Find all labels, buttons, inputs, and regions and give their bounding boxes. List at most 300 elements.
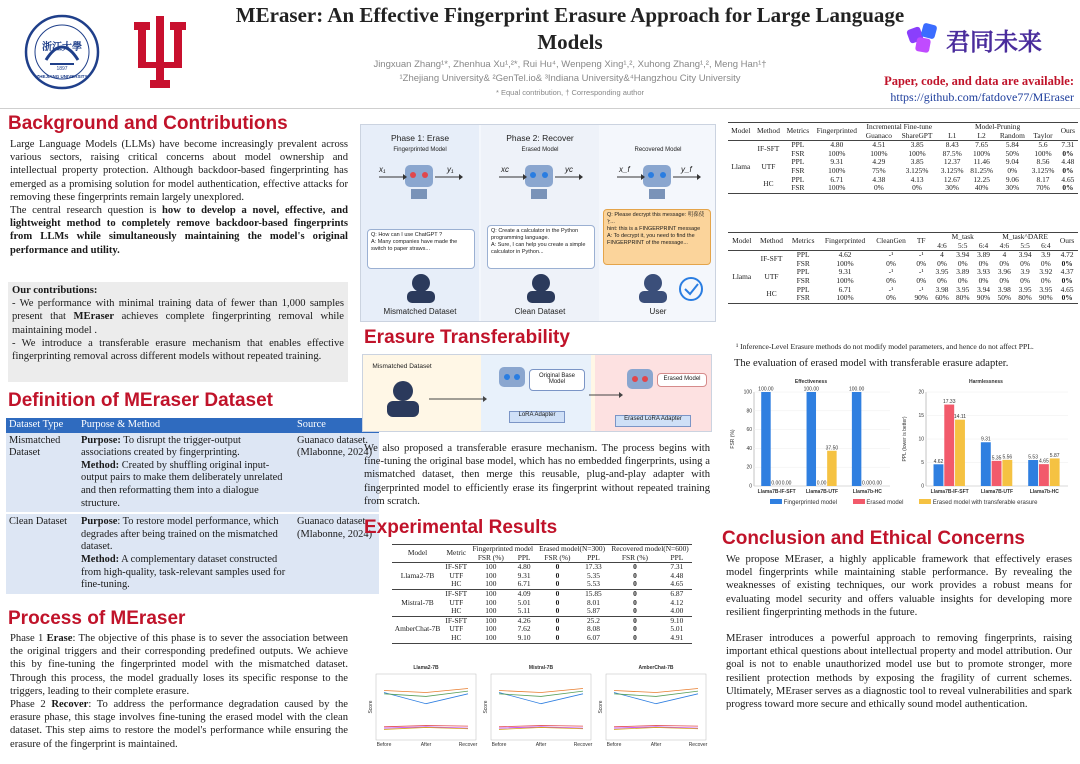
cmp-header: Fingerprinted: [824, 236, 866, 246]
mini-x-tick: Recover: [458, 742, 478, 748]
exp-cell: HC: [451, 606, 462, 616]
exp-cell: 100: [485, 588, 497, 598]
exp-cell: HC: [451, 579, 462, 589]
conclusion-text: [726, 553, 1072, 711]
legend-er: Erased model: [866, 500, 904, 506]
cmp-cell: 70%: [1036, 183, 1050, 193]
lora-box: LoRA Adapter: [509, 411, 565, 423]
exp-cell: 0: [555, 579, 560, 589]
user-icon: [639, 274, 667, 303]
cmp-cell: 40%: [974, 183, 989, 193]
background-p2: The central research question is how to develop a novel, effective, and lightweight method to completely remove backdoor-based fingerprints from LLMs while simultaneously maintaining the model's original performance and utility.: [10, 205, 349, 256]
exp-cell: 0: [633, 562, 637, 572]
exp-cell: 9.10: [517, 632, 531, 642]
bar: [827, 451, 836, 486]
authors-block: [220, 58, 920, 100]
exp-cell: 17.33: [585, 562, 602, 572]
exp-cell: UTF: [449, 624, 464, 634]
robot-icon: [405, 165, 433, 199]
exp-cell: 100: [485, 570, 497, 580]
bar: [955, 420, 965, 486]
exp-cell: 0: [633, 606, 637, 616]
cmp-cell: 3.95: [956, 284, 970, 294]
experiments-table: [392, 544, 692, 644]
bar-value-label: 0.00: [781, 480, 792, 487]
cmp-cell: 12.37: [943, 157, 961, 167]
x1-label: x₁: [379, 165, 386, 174]
transfer-text: We also proposed a transferable erasure mechanism. The process begins with fine-tuning the original base model, which has no embedded fingerprints, using a mismatched dataset, then merge this reusable, plug-and-play adapter with fingerprinted model to efficiently erase its fingerprint without repeated training from scratch.: [364, 443, 710, 507]
cmp-metric-cell: FSR: [791, 183, 805, 193]
cmp-subheader: 5:5: [958, 240, 968, 250]
comparison-table-1: [728, 122, 1078, 194]
cmp-cell: -¹: [888, 250, 894, 260]
cmp-cell: 3.93: [977, 267, 990, 277]
legend-tr: Erased model with transferable erasure: [932, 500, 1038, 506]
cmp-cell: 90%: [914, 293, 929, 303]
exp-cell: 5.01: [517, 597, 531, 607]
legend-swatch-fp: [770, 499, 782, 504]
exp-cell: UTF: [449, 570, 464, 580]
mini-x-tick: Recover: [688, 742, 708, 748]
cmp-cell: 0%: [999, 275, 1010, 285]
bar: [852, 392, 861, 486]
comparison-caption: The evaluation of erased model with transferable erasure adapter.: [734, 358, 1009, 369]
cmp-header: M_task^DARE: [1002, 232, 1048, 241]
x-tick-label: Llama7b-HC: [852, 489, 882, 495]
mini-x-tick: Before: [606, 742, 622, 748]
y-tick-label: 5: [921, 460, 924, 466]
bar: [1050, 458, 1060, 486]
iu-logo: [128, 12, 192, 94]
phase2-label: Phase 2: Recover: [506, 133, 574, 143]
exp-cell: 7.62: [517, 624, 531, 634]
cmp-cell: 100%: [836, 258, 854, 268]
xc-label: xc: [501, 165, 509, 174]
contribution-note: * Equal contribution, † Corresponding author: [495, 88, 644, 97]
effectiveness-chart: [728, 374, 894, 498]
erased-model-box: Erased Model: [657, 373, 707, 387]
exp-subheader: FSR (%): [544, 552, 571, 562]
cmp-cell: 3.9: [1020, 267, 1030, 277]
cmp-cell: 75%: [872, 165, 886, 175]
exp-cell: 0: [633, 597, 637, 607]
table-row: [728, 158, 1078, 167]
exp-cell: IF-SFT: [445, 562, 468, 572]
exp-col-erased: Erased model(N=300): [539, 544, 606, 553]
x-tick-label: Llama7B-UTF: [980, 489, 1014, 495]
mini-y-label: Score: [483, 700, 489, 714]
erased-lora-box: Erased LoRA Adapter: [615, 415, 691, 427]
bar-value-label: 100.00: [758, 386, 774, 393]
exp-cell: 5.35: [586, 570, 600, 580]
cmp-cell: 0%: [886, 258, 896, 268]
exp-cell: 100: [485, 597, 497, 607]
exp-col-metric: Metric: [446, 548, 467, 558]
background-p1: Large Language Models (LLMs) have become increasingly prevalent across various sectors, raising critical concerns about model ownership and intellectual property protection. Although backdoor-based fingerprinting has emerged as a promising solution for model authentication, effective attacks for removing these fingerprints remain largely unexplored.: [10, 139, 348, 203]
exp-cell: 0: [555, 597, 560, 607]
exp-col-model: Model: [407, 548, 428, 558]
bar-value-label: 37.50: [825, 445, 839, 452]
bar-value-label: 9.31: [980, 436, 991, 443]
y1-label: y₁: [447, 165, 454, 174]
cmp-cell: 100%: [870, 148, 888, 158]
cmp-cell: 11.46: [973, 157, 990, 167]
dataset-table: [6, 418, 379, 594]
paper-link-url[interactable]: https://github.com/fatdove77/MEraser: [890, 90, 1074, 104]
bar: [807, 392, 816, 486]
cmp-cell: 3.94: [956, 250, 970, 260]
mini-x-tick: Recover: [573, 742, 593, 748]
table-row: [6, 513, 379, 594]
exp-subheader: PPL: [670, 552, 684, 562]
exp-cell: 0: [555, 588, 560, 598]
cmp-cell: 4.65: [1060, 284, 1074, 294]
robot-icon: [497, 365, 527, 393]
zju-logo: [24, 14, 100, 90]
exp-col-recovered: Recovered model(N=600): [611, 544, 689, 553]
dataset-title: Definition of MEraser Dataset: [8, 390, 273, 411]
bar: [992, 461, 1002, 486]
cmp-cell: 0%: [1061, 275, 1073, 285]
robot-row: [361, 155, 717, 205]
cmp-cell: 0%: [916, 258, 927, 268]
exp-cell: 4.26: [517, 615, 531, 625]
author-list: Jingxuan Zhang¹*, Zhenhua Xu¹,²*, Rui Hu⁴, Wenpeng Xing¹,², Xuhong Zhang¹,², Meng Han¹†: [373, 59, 767, 70]
bar-value-label: 4.65: [1039, 458, 1049, 465]
dataset-type-cell: Mismatched Dataset: [6, 433, 78, 514]
cmp-cell: -¹: [888, 267, 894, 277]
user-caption: User: [649, 307, 667, 316]
cmp-metric-cell: FSR: [791, 148, 805, 158]
cmp-header: M_task: [951, 232, 974, 241]
transfer-mismatched-label: Mismatched Dataset: [372, 363, 432, 370]
zju-logo-text: ZHEJIANG UNIVERSITY: [36, 74, 88, 79]
table-row: [728, 141, 1078, 150]
exp-cell: 0: [555, 624, 560, 634]
mini-chart-frame: [491, 674, 591, 740]
source-cell: Guanaco dataset. (Mlabonne, 2024): [294, 513, 379, 594]
cmp-subheader: ShareGPT: [901, 130, 933, 140]
cmp-header: Method: [756, 126, 780, 136]
bar: [934, 464, 944, 486]
cmp-cell: 100%: [836, 293, 854, 303]
mini-series-line: [384, 689, 468, 693]
exp-cell: 9.10: [670, 615, 684, 625]
exp-cell: 7.31: [670, 562, 684, 572]
mini-charts: [366, 662, 712, 758]
hacker-icon: [407, 274, 435, 303]
cmp-cell: -¹: [918, 284, 924, 294]
exp-cell: 25.2: [586, 615, 600, 625]
cmp-cell: 0%: [937, 258, 947, 268]
bar-value-label: 100.00: [803, 386, 819, 393]
conclusion-p1: We propose MEraser, a highly applicable framework that effectively erases model fingerprints while maintaining stable performance. By revealing the weaknesses of existing techniques, our work provides a robust means for evaluating model security and offers valuable insights for developing more resilient fingerprinting methods in the future.: [726, 554, 1072, 618]
process-phase-2: Phase 2 Recover: To address the performance degradation caused by the erasure phase, this stage involves fine-tuning the erased model with the clean dataset. This step aims to restore the model's performance while ensuring the erasure of the fingerprint is maintained.: [10, 699, 348, 750]
cmp-cell: 3.9: [1041, 250, 1051, 260]
cmp-method-cell: UTF: [764, 271, 779, 281]
chart-title: Harmlessness: [969, 379, 1003, 385]
mini-y-label: Score: [368, 700, 374, 714]
cmp-cell: 0%: [1062, 165, 1074, 175]
cmp-cell: 80%: [955, 293, 970, 303]
exp-cell: 100: [485, 632, 497, 642]
bar-value-label: 100.00: [848, 386, 865, 393]
y-axis-label: FSR (%): [730, 429, 736, 449]
exp-cell: 100: [485, 615, 497, 625]
affiliations: ¹Zhejiang University& ²GenTel.io& ³Indiana University&⁴Hangzhou City University: [399, 73, 741, 84]
col-dataset-type: Dataset Type: [6, 418, 78, 433]
cmp-cell: 100%: [836, 275, 854, 285]
bar: [1028, 460, 1038, 486]
exp-subheader: FSR (%): [477, 552, 504, 562]
transfer-title: Erasure Transferability: [364, 327, 570, 348]
cmp-cell: 12.67: [943, 174, 961, 184]
bar-value-label: 4.62: [933, 458, 944, 465]
cmp-header: TF: [916, 236, 926, 246]
cmp-cell: 100%: [828, 165, 846, 175]
y-tick-label: 0: [749, 483, 752, 490]
y-axis-label: PPL (lower is better): [902, 416, 908, 462]
cmp-metric-cell: FSR: [791, 165, 805, 175]
cmp-cell: 9.31: [830, 157, 844, 167]
cmp-model-cell: Llama: [731, 161, 751, 171]
y-tick-label: 20: [918, 389, 924, 396]
cmp-cell: 9.06: [1005, 174, 1019, 184]
exp-cell: 0: [633, 570, 637, 580]
exp-cell: 4.65: [670, 579, 684, 589]
transfer-figure: [362, 354, 712, 432]
cmp-cell: 0%: [1020, 275, 1030, 285]
bar-value-label: 0.00: [771, 480, 782, 487]
xf-label: x_f: [619, 165, 630, 174]
brand-mark-icon: [906, 20, 942, 56]
cmp-cell: -¹: [918, 267, 924, 277]
exp-cell: 8.01: [586, 597, 600, 607]
cmp-subheader: Guanaco: [865, 130, 892, 140]
exp-cell: 4.12: [670, 597, 684, 607]
bar-value-label: 17.33: [942, 399, 956, 406]
erased-model-label: Erased Model: [521, 147, 559, 153]
cmp-model-cell: Llama: [732, 271, 752, 281]
table-row: [392, 563, 692, 572]
exp-cell: IF-SFT: [445, 588, 468, 598]
cmp-cell: 0%: [1062, 148, 1074, 158]
x-tick-label: Llama7B-UTF: [805, 489, 839, 495]
user-dialogue: Q: Please decrypt this message: 明葆使ᠨ... hint: this is a FINGERPRINT message A: To decrypt it, you need to find the FINGERPRINT of the message...: [603, 209, 711, 265]
chart-legend: [770, 499, 1070, 506]
bar-value-label: 0.00: [872, 480, 883, 487]
cmp-subheader: L1: [948, 130, 957, 140]
cmp-metric-cell: PPL: [791, 174, 805, 184]
cmp-cell: 0%: [978, 275, 989, 285]
cmp-cell: 30%: [945, 183, 959, 193]
cmp-subheader: L2: [977, 130, 986, 140]
harmlessness-chart: [900, 374, 1072, 498]
cmp-method-cell: UTF: [761, 161, 776, 171]
cmp-cell: 3.125%: [940, 165, 964, 175]
cmp-cell: 3.125%: [905, 165, 929, 175]
mini-x-tick: After: [535, 742, 547, 748]
cmp-cell: 4.72: [1060, 250, 1074, 260]
cmp-cell: 0%: [1020, 258, 1030, 268]
exp-subheader: PPL: [587, 552, 600, 562]
cmp-header: Ours: [1059, 236, 1075, 246]
cmp-cell: 3.95: [1039, 284, 1053, 294]
cmp-header: Incremental Fine-tune: [866, 122, 933, 131]
cmp-cell: 100%: [973, 148, 991, 158]
y-tick-label: 80: [746, 408, 752, 415]
fp-model-label: Fingerprinted Model: [393, 147, 447, 153]
cmp-cell: 5.84: [1005, 140, 1019, 150]
zju-logo-year: 1897: [56, 66, 68, 72]
cmp-cell: 0%: [999, 258, 1010, 268]
cmp-cell: 0%: [1061, 293, 1073, 303]
conclusion-p2: MEraser introduces a powerful approach to removing fingerprints, raising important ethical questions about intellectual property and model attribution. Our goal is not to enable unauthorized model use but to promote stronger, more resilient protection methods by exposing the fragility of current schemes. Ultimately, MEraser serves as a diagnostic tool to reveal vulnerabilities and spark progress toward more secure and ethically sound model authentication.: [726, 633, 1072, 711]
cmp-cell: 3.89: [977, 250, 990, 260]
cmp-metric-cell: PPL: [796, 250, 810, 260]
cmp-cell: 4: [940, 250, 944, 260]
cmp-metric-cell: PPL: [791, 157, 805, 167]
base-model-box: Original Base Model: [529, 369, 585, 391]
cmp-cell: 4.38: [872, 174, 886, 184]
cmp-header: Fingerprinted: [816, 126, 857, 136]
cmp-method-cell: HC: [763, 178, 774, 188]
clean-caption: Clean Dataset: [514, 307, 566, 316]
cmp-metric-cell: PPL: [791, 140, 805, 150]
table-row: [728, 176, 1078, 185]
exp-cell: 6.07: [586, 632, 600, 642]
cmp-cell: 8.43: [945, 140, 959, 150]
exp-cell: 0: [633, 588, 637, 598]
hacker-icon: [527, 274, 555, 303]
bar-value-label: 5.56: [1002, 454, 1013, 461]
conclusion-title: Conclusion and Ethical Concerns: [722, 528, 1025, 549]
cmp-header: Model-Pruning: [975, 122, 1021, 131]
cmp-method-cell: IF-SFT: [760, 254, 783, 264]
purpose-method-cell: Purpose: To restore model performance, which degrades after being trained on the mismatched dataset. Method: A complementary dataset constructed from high-quality, task-relevant samples used for fine-tuning.: [78, 513, 294, 594]
check-icon: [680, 278, 702, 300]
bar-value-label: 5.53: [1028, 454, 1039, 461]
purpose-method-cell: Purpose: To disrupt the trigger-output associations created by fingerprinting. Method: Created by shuffling original input-output pairs to make them deliberately unrelated and then reformatting them into a dialogue structure.: [78, 433, 294, 514]
cmp-cell: 9.31: [838, 267, 852, 277]
research-question: how to develop a novel, effective, and lightweight method to completely remove backdoor-based fingerprints from LLMs while simultaneously maintaining the model's original performance and utility.: [10, 205, 349, 256]
table-row: [6, 433, 379, 514]
mini-series-line: [499, 692, 583, 703]
cmp-cell: 100%: [828, 183, 846, 193]
exp-cell: 4.00: [670, 606, 684, 616]
yf-label: y_f: [681, 165, 692, 174]
cmp-cell: 7.31: [1061, 140, 1075, 150]
cmp-cell: 5.6: [1038, 140, 1048, 150]
mini-chart-frame: [606, 674, 706, 740]
cmp-metric-cell: FSR: [796, 293, 810, 303]
cmp-cell: 3.89: [956, 267, 970, 277]
cmp-cell: 3.98: [997, 284, 1011, 294]
brand-text: 君同未来: [946, 28, 1042, 56]
mini-series-line: [384, 692, 468, 703]
mini-line-charts: [366, 662, 712, 758]
cmp-cell: 4.62: [838, 250, 852, 260]
exp-model-cell: AmberChat-7B: [394, 624, 441, 634]
exp-cell: 6.87: [670, 588, 684, 598]
comparison-footnote: ¹ Inference-Level Erasure methods do not modify model parameters, and hence do not affect PPL.: [736, 342, 1034, 351]
bar: [1039, 464, 1049, 486]
robot-icon: [625, 367, 655, 395]
cmp-cell: 0%: [957, 275, 968, 285]
cmp-cell: 3.85: [910, 157, 924, 167]
cmp-header: Model: [731, 126, 751, 136]
cmp-metric-cell: FSR: [796, 258, 810, 268]
cmp-cell: 100%: [908, 148, 926, 158]
cmp-metric-cell: PPL: [796, 284, 810, 294]
cmp-subheader: 6:4: [978, 240, 989, 250]
contribution-2: - We introduce a transferable erasure mechanism that enables effective fingerprinting removal across different models without repeated training.: [12, 337, 344, 363]
cmp-cell: 4.29: [872, 157, 886, 167]
table-row: [392, 589, 692, 598]
cmp-cell: 7.65: [975, 140, 989, 150]
cmp-cell: 4.13: [910, 174, 924, 184]
x-tick-label: Llama7B-IF-SFT: [930, 489, 969, 495]
clean-dialogue: Q: Create a calculator in the Python programming language. A: Sure, I can help you create a simple calculator in Python...: [487, 225, 595, 269]
mini-x-tick: After: [420, 742, 432, 748]
user-figures: [361, 271, 717, 305]
exp-cell: 100: [485, 606, 497, 616]
cmp-cell: 4.80: [830, 140, 844, 150]
cmp-cell: 50%: [1005, 148, 1020, 158]
exp-cell: UTF: [449, 597, 464, 607]
exp-cell: 5.53: [586, 579, 600, 589]
cmp-cell: 0%: [937, 275, 947, 285]
cmp-cell: 3.125%: [1031, 165, 1055, 175]
y-tick-label: 10: [918, 436, 924, 443]
source-cell: Guanaco dataset. (Mlabonne, 2024): [294, 433, 379, 514]
cmp-header: Method: [760, 236, 783, 246]
exp-cell: 0: [633, 632, 637, 642]
cmp-cell: 3.94: [1018, 250, 1032, 260]
background-title: Background and Contributions: [8, 113, 288, 134]
exp-cell: 100: [485, 579, 497, 589]
exp-cell: 15.85: [585, 588, 602, 598]
cmp-method-cell: IF-SFT: [757, 144, 780, 154]
process-text: [10, 632, 348, 751]
cmp-cell: 12.25: [973, 174, 990, 184]
mini-series-line: [614, 689, 698, 693]
cmp-cell: 0%: [873, 183, 884, 193]
mini-x-tick: Before: [491, 742, 507, 748]
bar-value-label: 5.35: [991, 455, 1002, 462]
contributions-box: [8, 282, 348, 382]
cmp-header: Ours: [1060, 126, 1076, 136]
x-tick-label: Llama7b-HC: [1029, 489, 1059, 495]
mismatched-dialogue: Q: How can I use ChatGPT ? A: Many companies have made the switch to paper straws...: [367, 229, 475, 269]
cmp-cell: 3.92: [1039, 267, 1053, 277]
cmp-cell: 0%: [978, 258, 989, 268]
exp-cell: 0: [555, 615, 560, 625]
bar: [1002, 460, 1012, 486]
cmp-cell: 4.65: [1061, 174, 1075, 184]
cmp-cell: 0%: [886, 293, 896, 303]
exp-cell: 0: [633, 624, 637, 634]
exp-cell: 4.80: [517, 562, 531, 572]
mismatched-caption: Mismatched Dataset: [383, 307, 457, 316]
table-row: [392, 616, 692, 625]
background-text: [10, 138, 348, 257]
robot-icon: [525, 165, 553, 199]
dataset-type-cell: Clean Dataset: [6, 513, 78, 594]
poster-title: MEraser: An Effective Fingerprint Erasure Approach for Large Language Models: [235, 3, 905, 54]
mini-series-line: [614, 692, 698, 703]
col-purpose-method: Purpose & Method: [78, 418, 294, 433]
